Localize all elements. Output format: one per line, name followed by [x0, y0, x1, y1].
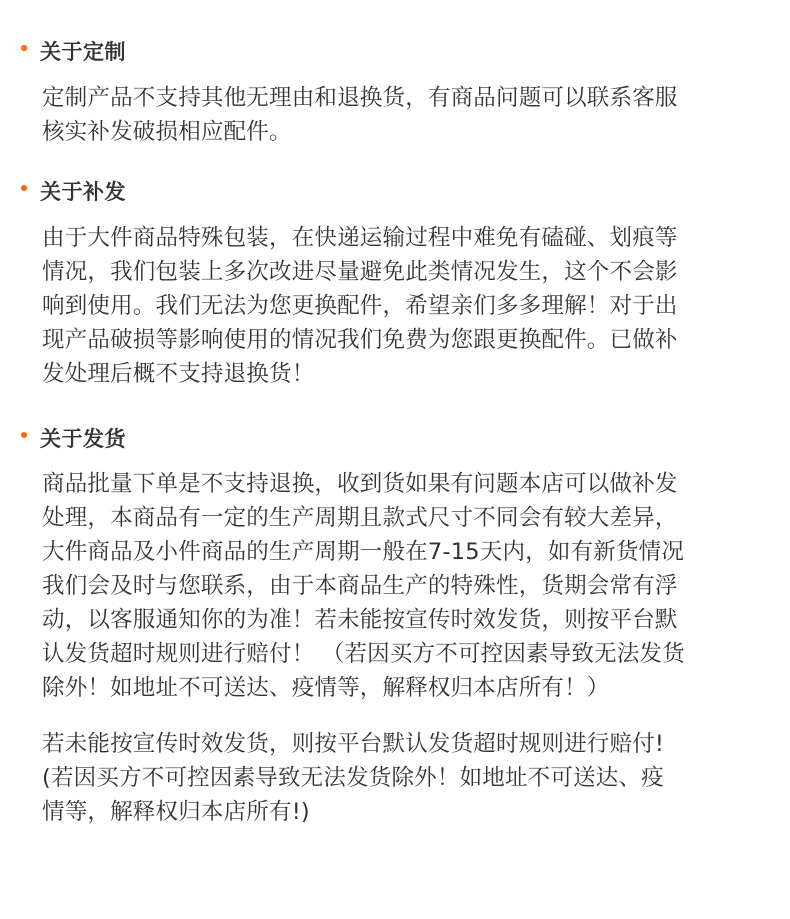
section-title: 关于定制: [40, 40, 126, 64]
section-heading-shipping: [21, 424, 126, 452]
body-line: 情况，我们包装上多次改进尽量避免此类情况发生，这个不会影: [42, 259, 678, 285]
body-line: 定制产品不支持其他无理由和退换货，有商品问题可以联系客服: [42, 85, 678, 111]
section-body-customization: [42, 81, 754, 149]
section-heading-reshipment: [21, 177, 126, 205]
section-body-reshipment: [42, 221, 754, 391]
bullet-dot-icon: [21, 432, 27, 438]
section-title: 关于发货: [40, 427, 126, 451]
body-line: 若未能按宣传时效发货，则按平台默认发货超时规则进行赔付!: [42, 731, 665, 757]
bullet-dot-icon: [21, 45, 27, 51]
body-line: 由于大件商品特殊包装，在快递运输过程中难免有磕碰、划痕等: [42, 225, 678, 251]
body-line: 我们会及时与您联系，由于本商品生产的特殊性，货期会常有浮: [42, 573, 678, 599]
body-line: 处理，本商品有一定的生产周期且款式尺寸不同会有较大差异，: [42, 505, 678, 531]
bullet-dot-icon: [21, 185, 27, 191]
body-line: 发处理后概不支持退换货！: [42, 361, 315, 387]
body-line: 大件商品及小件商品的生产周期一般在7-15天内，如有新货情况: [42, 539, 685, 565]
body-line: 认发货超时规则进行赔付！ （若因买方不可控因素导致无法发货: [42, 641, 685, 667]
body-line: 响到使用。我们无法为您更换配件，希望亲们多多理解！对于出: [42, 293, 678, 319]
section-title: 关于补发: [40, 180, 126, 204]
section-body-shipping: [42, 467, 754, 705]
body-line: 动，以客服通知你的为准！若未能按宣传时效发货，则按平台默: [42, 607, 678, 633]
body-line: 情等，解释权归本店所有!): [42, 799, 310, 825]
body-line: 现产品破损等影响使用的情况我们免费为您跟更换配件。已做补: [42, 327, 678, 353]
body-line: 商品批量下单是不支持退换，收到货如果有问题本店可以做补发: [42, 471, 678, 497]
body-line: 除外！如地址不可送达、疫情等，解释权归本店所有！）: [42, 675, 610, 701]
closing-notice: [42, 727, 754, 829]
body-line: (若因买方不可控因素导致无法发货除外！如地址不可送达、疫: [42, 765, 664, 791]
body-line: 核实补发破损相应配件。: [42, 119, 292, 145]
section-heading-customization: [21, 37, 126, 65]
